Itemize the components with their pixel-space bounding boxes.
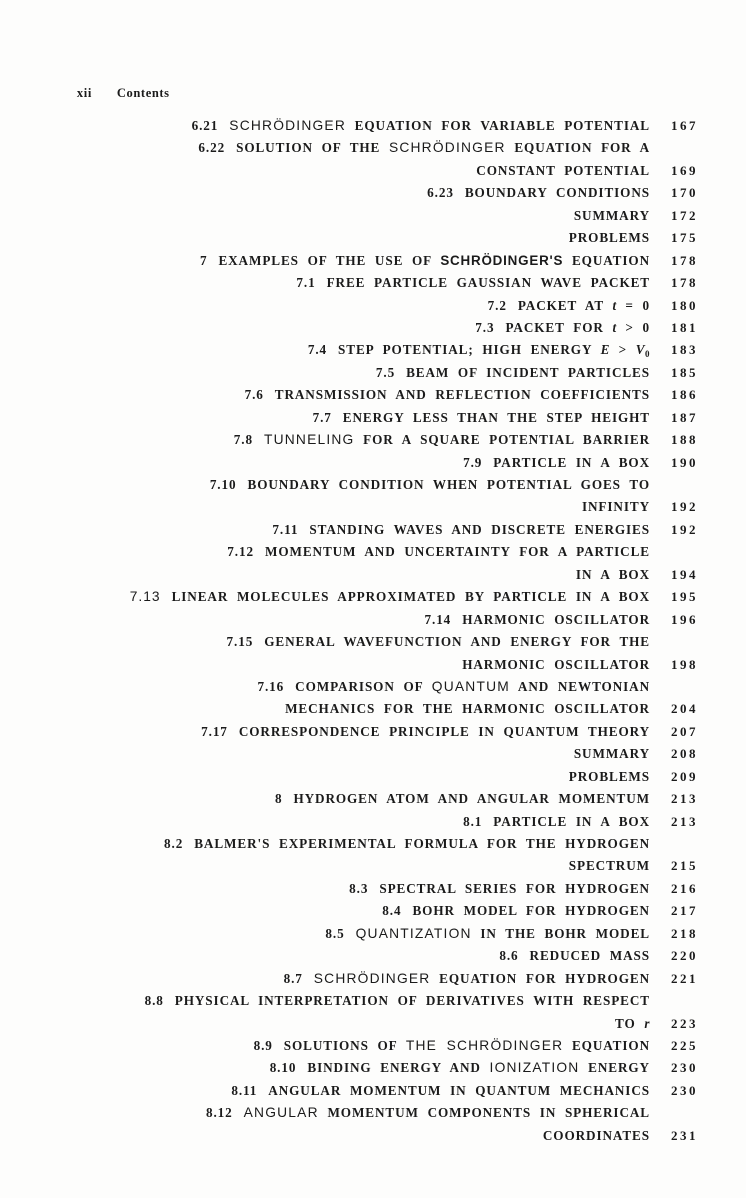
toc-row: [60, 567, 698, 589]
toc-row: [60, 926, 698, 948]
toc-entry-text: [210, 477, 650, 493]
toc-page-number: 180: [671, 297, 698, 313]
toc-entry-number: 7.6: [244, 387, 264, 403]
toc-row: [60, 342, 698, 364]
toc-entry-number: 8.7: [283, 970, 303, 986]
toc-entry-text: [145, 993, 650, 1009]
toc-entry-number: 7.1: [296, 275, 316, 291]
toc-page-number: 218: [671, 925, 698, 941]
toc-page-number: 187: [671, 409, 698, 425]
toc-entry-segment: V: [635, 342, 645, 358]
toc-row: [60, 724, 698, 746]
toc-entry-number: 8.4: [382, 903, 402, 919]
toc-entry-segment: MECHANICS FOR THE HARMONIC OSCILLATOR: [285, 701, 650, 717]
toc-entry-number: 7.7: [312, 409, 332, 425]
toc-entry-text: [475, 320, 650, 336]
toc-entry-segment: INFINITY: [581, 499, 650, 515]
toc-entry-segment: r: [644, 1015, 650, 1031]
toc-row: [60, 230, 698, 252]
toc-entry-text: [285, 701, 650, 717]
toc-row: [60, 746, 698, 768]
toc-entry-number: 6.21: [191, 118, 219, 133]
toc-entry-number: 7.12: [227, 544, 254, 560]
toc-entry-segment: SCHRÖDINGER: [313, 970, 431, 986]
toc-page-number: 209: [671, 768, 698, 784]
toc-entry-segment: = 0: [616, 297, 650, 313]
toc-page-number: 213: [671, 791, 698, 807]
toc-page-number: 175: [671, 230, 698, 246]
toc-entry-text: [569, 858, 650, 874]
toc-row: [60, 836, 698, 858]
toc-row: [60, 522, 698, 544]
toc-row: [60, 499, 698, 521]
toc-page-number: 192: [671, 521, 698, 537]
toc-entry-segment: EXAMPLES OF THE USE OF: [218, 252, 441, 268]
toc-page-number: 221: [671, 970, 698, 986]
toc-entry-segment: MOMENTUM COMPONENTS IN SPHERICAL: [318, 1105, 650, 1121]
toc-page-number: 217: [671, 903, 698, 919]
toc-entry-text: [569, 230, 650, 246]
toc-entry-text: [462, 657, 650, 673]
toc-entry-text: [130, 589, 650, 605]
toc-entry-segment: FOR A SQUARE POTENTIAL BARRIER: [354, 432, 650, 448]
toc-entry-segment: E: [600, 342, 610, 358]
toc-row: [60, 275, 698, 297]
toc-row: [60, 1060, 698, 1082]
toc-entry-text: [234, 432, 650, 448]
toc-entry-text: [463, 455, 650, 471]
toc-entry-text: [425, 612, 651, 628]
toc-page-number: 167: [671, 118, 698, 133]
toc-entry-text: [206, 1105, 650, 1121]
toc-row: [60, 118, 698, 140]
toc-entry-segment: EQUATION FOR A: [505, 140, 650, 156]
toc-row: [60, 140, 698, 162]
toc-entry-segment: PARTICLE IN A BOX: [493, 454, 650, 470]
toc-page-number: 204: [671, 701, 698, 717]
toc-entry-number: 8.6: [499, 948, 519, 964]
toc-entry-number: 7.2: [487, 297, 507, 313]
toc-entry-text: [574, 746, 650, 762]
toc-entry-text: [200, 253, 650, 269]
toc-page-number: 186: [671, 387, 698, 403]
toc-entry-segment: SCHRÖDINGER: [229, 118, 346, 133]
table-of-contents: [60, 118, 698, 1150]
toc-entry-segment: BEAM OF INCIDENT PARTICLES: [406, 364, 650, 380]
toc-entry-segment: EQUATION: [563, 1037, 650, 1053]
toc-row: [60, 163, 698, 185]
toc-entry-number: 7.17: [201, 723, 228, 739]
toc-entry-text: [349, 881, 650, 897]
toc-page-number: 170: [671, 185, 698, 201]
toc-entry-segment: PROBLEMS: [568, 230, 650, 246]
toc-entry-number: 8.12: [205, 1105, 233, 1121]
toc-row: [60, 971, 698, 993]
toc-entry-segment: ANGULAR MOMENTUM IN QUANTUM MECHANICS: [268, 1082, 650, 1098]
toc-entry-segment: MOMENTUM AND UNCERTAINTY FOR A PARTICLE: [264, 544, 650, 560]
toc-entry-text: [574, 208, 650, 224]
toc-row: [60, 791, 698, 813]
toc-entry-text: [325, 926, 650, 942]
toc-entry-segment: ENERGY: [579, 1060, 650, 1076]
toc-entry-number: 8.11: [231, 1082, 258, 1098]
toc-page-number: 220: [671, 948, 698, 964]
toc-entry-text: [376, 365, 650, 381]
toc-entry-text: [270, 1060, 650, 1076]
toc-row: [60, 365, 698, 387]
toc-entry-segment: EQUATION FOR HYDROGEN: [430, 970, 650, 986]
toc-entry-text: [257, 679, 650, 695]
toc-entry-number: 7.4: [307, 342, 328, 358]
toc-page-number: 192: [671, 499, 698, 515]
toc-row: [60, 858, 698, 880]
toc-entry-text: [543, 1128, 650, 1144]
running-header-title: Contents: [116, 86, 170, 100]
toc-entry-text: [615, 1016, 650, 1032]
toc-entry-segment: BOUNDARY CONDITIONS: [464, 185, 650, 201]
toc-entry-segment: t: [612, 319, 617, 335]
toc-entry-segment: BINDING ENERGY AND: [307, 1060, 490, 1076]
toc-page-number: 198: [671, 656, 698, 672]
toc-entry-segment: PACKET AT: [517, 297, 613, 313]
toc-page-number: 216: [671, 880, 698, 896]
toc-entry-segment: EQUATION: [563, 252, 650, 268]
toc-row: [60, 208, 698, 230]
toc-entry-segment: STEP POTENTIAL; HIGH ENERGY: [338, 342, 601, 358]
toc-entry-number: 7.10: [209, 477, 237, 492]
toc-entry-text: [198, 140, 650, 156]
toc-page-number: 223: [671, 1015, 698, 1031]
toc-entry-number: 7.8: [233, 432, 253, 448]
toc-entry-number: 7.15: [226, 634, 254, 650]
toc-entry-segment: > 0: [616, 319, 650, 335]
toc-entry-number: 8.9: [253, 1037, 273, 1053]
toc-entry-text: [488, 298, 650, 314]
toc-row: [60, 612, 698, 634]
toc-entry-text: [272, 522, 650, 538]
toc-entry-number: 7.13: [129, 589, 161, 605]
toc-row: [60, 185, 698, 207]
toc-row: [60, 814, 698, 836]
toc-row: [60, 657, 698, 679]
toc-entry-segment: GENERAL WAVEFUNCTION AND ENERGY FOR THE: [264, 634, 650, 650]
toc-entry-segment: STANDING WAVES AND DISCRETE ENERGIES: [309, 521, 650, 537]
toc-entry-segment: TUNNELING: [263, 432, 355, 448]
toc-row: [60, 948, 698, 970]
toc-row: [60, 410, 698, 432]
toc-entry-segment: HARMONIC OSCILLATOR: [462, 611, 650, 627]
toc-row: [60, 589, 698, 611]
toc-row: [60, 1105, 698, 1127]
toc-entry-segment: PHYSICAL INTERPRETATION OF DERIVATIVES WITH RESPECT: [174, 993, 650, 1009]
toc-row: [60, 387, 698, 409]
toc-page-number: 231: [671, 1127, 698, 1143]
toc-page-number: 188: [671, 432, 698, 448]
toc-entry-segment: SPECTRUM: [568, 858, 650, 874]
toc-page-number: 194: [671, 566, 698, 582]
toc-entry-text: [569, 769, 650, 785]
toc-entry-segment: COMPARISON OF: [295, 678, 432, 694]
toc-entry-segment: SOLUTION OF THE: [236, 140, 389, 156]
toc-entry-segment: ENERGY LESS THAN THE STEP HEIGHT: [342, 409, 650, 425]
toc-entry-text: [463, 814, 650, 830]
toc-entry-segment: PARTICLE IN A BOX: [493, 813, 650, 829]
toc-entry-segment: CORRESPONDENCE PRINCIPLE IN QUANTUM THEORY: [238, 723, 650, 739]
toc-entry-segment: BOUNDARY CONDITION WHEN POTENTIAL GOES TO: [247, 477, 650, 492]
toc-entry-segment: SUMMARY: [573, 746, 650, 762]
toc-entry-text: [296, 275, 650, 291]
toc-entry-text: [576, 567, 650, 583]
toc-entry-segment: HYDROGEN ATOM AND ANGULAR MOMENTUM: [293, 791, 650, 807]
toc-entry-segment: COORDINATES: [542, 1127, 650, 1143]
toc-entry-text: [308, 342, 650, 359]
toc-row: [60, 253, 698, 275]
toc-entry-segment: PACKET FOR: [505, 319, 613, 335]
toc-row: [60, 634, 698, 656]
toc-entry-text: [231, 1083, 650, 1099]
toc-entry-segment: PROBLEMS: [568, 768, 650, 784]
toc-entry-number: 8.10: [269, 1060, 297, 1076]
toc-entry-text: [313, 410, 650, 426]
toc-entry-segment: FREE PARTICLE GAUSSIAN WAVE PACKET: [326, 275, 650, 291]
toc-page-number: 213: [671, 813, 698, 829]
toc-entry-text: [227, 634, 650, 650]
toc-entry-text: [284, 971, 650, 987]
toc-entry-number: 8.3: [349, 880, 369, 896]
toc-entry-number: 7.9: [463, 454, 483, 470]
toc-row: [60, 477, 698, 499]
toc-entry-segment: >: [609, 342, 636, 358]
toc-entry-text: [192, 118, 650, 134]
toc-entry-segment: LINEAR MOLECULES APPROXIMATED BY PARTICLE IN A BOX: [171, 589, 650, 605]
toc-entry-segment: EQUATION FOR VARIABLE POTENTIAL: [345, 118, 650, 133]
toc-page-number: 230: [671, 1082, 698, 1098]
toc-page-number: 215: [671, 858, 698, 874]
toc-page-number: 183: [671, 342, 698, 358]
page-folio: xii: [76, 86, 92, 100]
toc-row: [60, 679, 698, 701]
toc-page-number: 196: [671, 611, 698, 627]
toc-entry-text: [275, 791, 650, 807]
toc-entry-segment: SUMMARY: [573, 207, 650, 223]
toc-page-number: 195: [671, 589, 698, 605]
toc-entry-segment: THE SCHRÖDINGER: [405, 1037, 564, 1053]
toc-entry-text: [382, 903, 650, 919]
toc-page-number: 230: [671, 1060, 698, 1076]
toc-entry-number: 7.5: [375, 364, 396, 380]
toc-entry-number: 7.11: [272, 521, 299, 537]
toc-entry-text: [582, 499, 650, 515]
toc-page-number: 169: [671, 162, 698, 178]
toc-entry-text: [476, 163, 650, 179]
toc-entry-text: [164, 836, 650, 852]
toc-entry-segment: ANGULAR: [243, 1105, 319, 1121]
toc-page-number: 208: [671, 746, 698, 762]
toc-entry-text: [201, 724, 650, 740]
toc-entry-number: 7.3: [475, 319, 495, 335]
toc-entry-text: [227, 544, 650, 560]
toc-entry-text: [254, 1038, 650, 1054]
toc-page-number: 190: [671, 454, 698, 470]
toc-page-number: 172: [671, 207, 698, 223]
toc-row: [60, 1083, 698, 1105]
toc-row: [60, 993, 698, 1015]
toc-entry-number: 6.22: [198, 140, 226, 156]
toc-entry-segment: IN THE BOHR MODEL: [471, 925, 650, 941]
running-header: [62, 71, 170, 116]
toc-row: [60, 298, 698, 320]
toc-row: [60, 701, 698, 723]
toc-entry-segment: 0: [645, 349, 650, 360]
toc-entry-segment: REDUCED MASS: [529, 948, 650, 964]
toc-entry-segment: SOLUTIONS OF: [283, 1037, 406, 1053]
toc-row: [60, 1016, 698, 1038]
toc-page-number: 207: [671, 723, 698, 739]
toc-entry-text: [245, 387, 650, 403]
toc-page-number: 185: [671, 364, 698, 380]
toc-row: [60, 769, 698, 791]
toc-entry-number: 8: [274, 791, 283, 807]
toc-row: [60, 544, 698, 566]
toc-page-number: 225: [671, 1037, 698, 1053]
toc-entry-segment: TO: [615, 1015, 645, 1031]
toc-entry-segment: AND NEWTONIAN: [509, 678, 650, 694]
toc-entry-number: 8.2: [164, 836, 184, 851]
toc-entry-segment: QUANTUM: [431, 678, 510, 694]
toc-entry-number: 8.5: [325, 925, 345, 941]
toc-entry-segment: QUANTIZATION: [355, 925, 472, 941]
toc-entry-segment: SCHRÖDINGER'S: [440, 252, 564, 268]
toc-entry-segment: SCHRÖDINGER: [388, 140, 506, 156]
toc-entry-text: [499, 948, 650, 964]
toc-entry-segment: CONSTANT POTENTIAL: [476, 162, 650, 178]
toc-entry-number: 6.23: [427, 185, 454, 201]
toc-entry-segment: SPECTRAL SERIES FOR HYDROGEN: [379, 880, 650, 896]
toc-entry-segment: BALMER'S EXPERIMENTAL FORMULA FOR THE HYDROGEN: [194, 836, 650, 851]
toc-entry-segment: TRANSMISSION AND REFLECTION COEFFICIENTS: [274, 387, 650, 403]
toc-entry-number: 7: [199, 252, 208, 268]
toc-page-number: 178: [671, 252, 698, 268]
toc-entry-number: 7.16: [257, 678, 285, 694]
toc-entry-segment: HARMONIC OSCILLATOR: [462, 656, 650, 672]
toc-row: [60, 455, 698, 477]
toc-entry-number: 7.14: [424, 611, 452, 627]
toc-entry-number: 8.8: [144, 993, 164, 1009]
toc-entry-segment: IONIZATION: [489, 1060, 580, 1076]
toc-page-number: 181: [671, 319, 698, 335]
toc-entry-segment: IN A BOX: [575, 566, 650, 582]
toc-row: [60, 903, 698, 925]
toc-entry-segment: t: [612, 297, 617, 313]
toc-row: [60, 432, 698, 454]
toc-page-number: 178: [671, 275, 698, 291]
toc-row: [60, 881, 698, 903]
toc-row: [60, 1128, 698, 1150]
toc-entry-segment: BOHR MODEL FOR HYDROGEN: [412, 903, 650, 919]
toc-entry-text: [427, 185, 650, 201]
toc-row: [60, 320, 698, 342]
toc-row: [60, 1038, 698, 1060]
toc-entry-number: 8.1: [463, 813, 483, 829]
